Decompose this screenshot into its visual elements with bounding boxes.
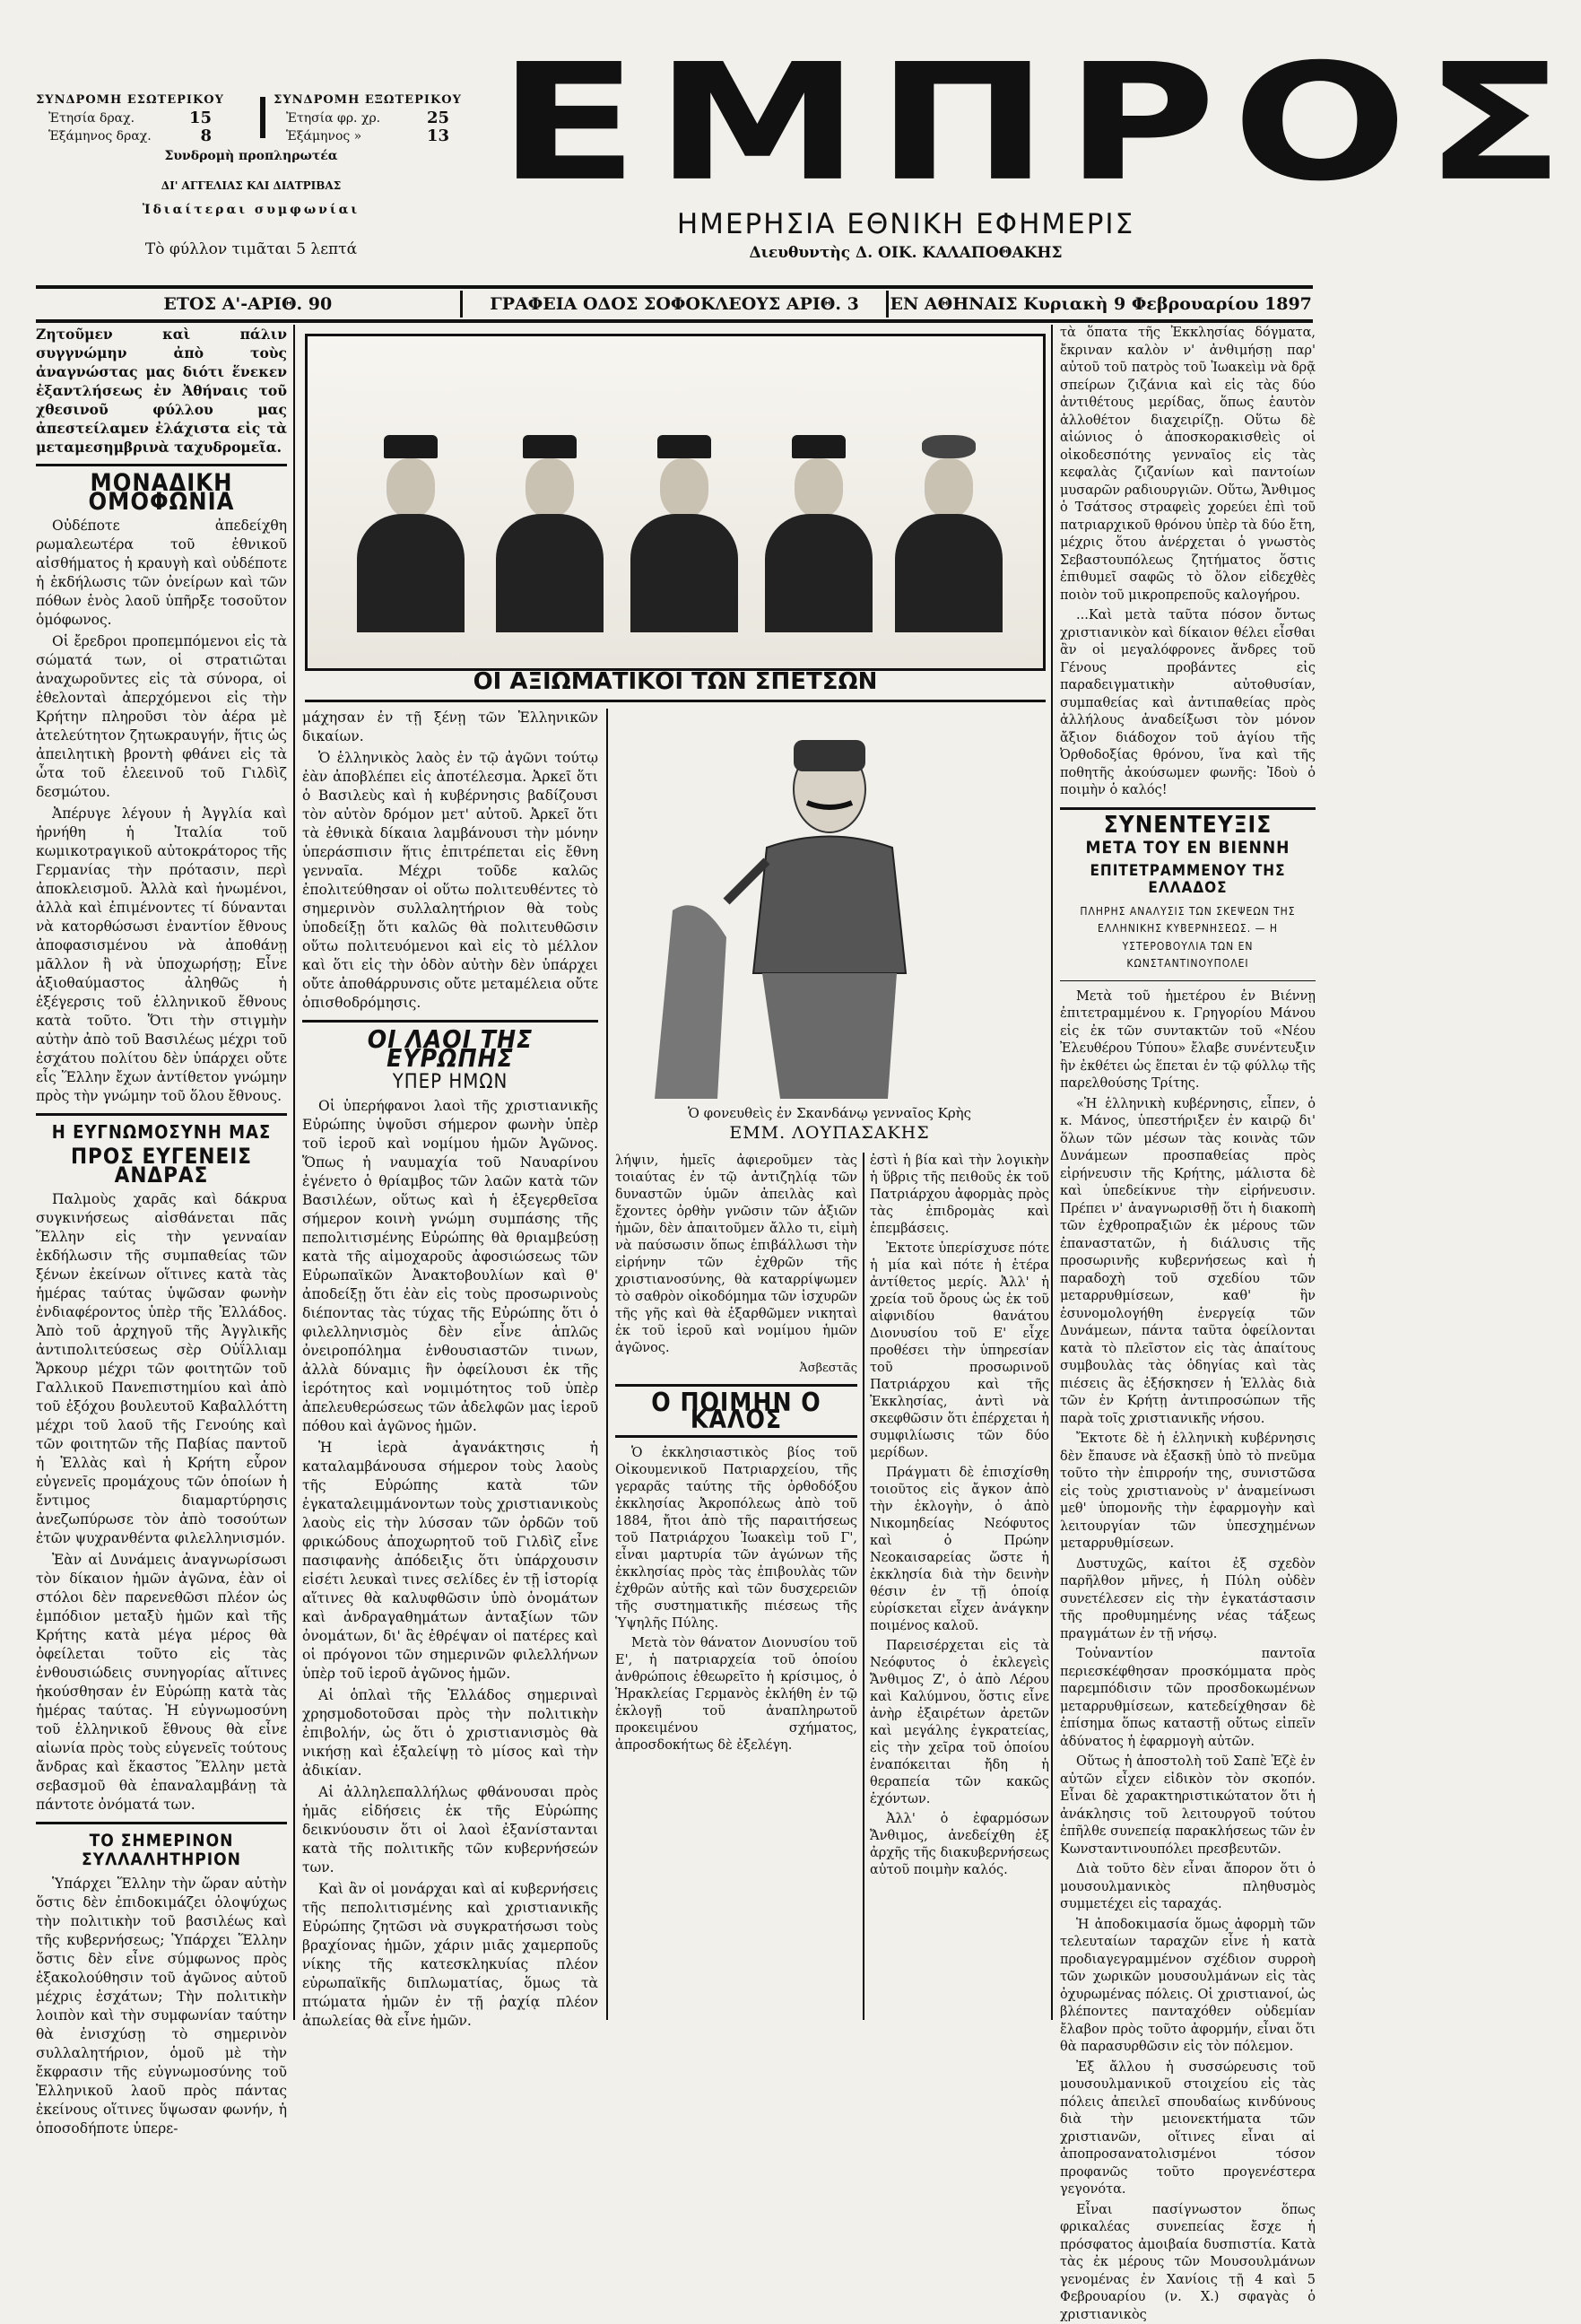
interview-summary: ΠΛΗΡΗΣ ΑΝΑΛΥΣΙΣ ΤΩΝ ΣΚΕΨΕΩΝ ΤΗΣ ΕΛΛΗΝΙΚΗΣ ΚΥΒΕΡΝΗΣΕΩΣ. — Η ΥΣΤΕΡΟΒΟΥΛΙΑ ΤΩΝ ΕΝ ΚΩΝΣΤΑΝΤΙΝΟΥΠΟΛΕΙ <box>1060 903 1316 973</box>
headline-interview-sub: ΜΕΤΑ ΤΟΥ ΕΝ ΒΙΕΝΝΗ <box>1060 840 1316 857</box>
paragraph: Τοὐναντίον παντοῖα περιεσκέφθησαν προσκόμματα πρὸς παρεμπόδισιν τῶν προσδοκωμένων μεταρρυθμίσεων, κατεδείχθησαν δὲ ἐπίσημα ὅπως καταστῇ οὕτως εἰπεῖν ἀδύνατος ἡ ἐφαρμογὴ αὐτῶν. <box>1060 1646 1316 1751</box>
paragraph: Οὕτως ἡ ἀποστολὴ τοῦ Σαπὲ Ἐζὲ ἐν αὐτῶν εἶχεν εἰδικὸν τὸν σκοπόν. Εἶναι δὲ χαρακτηριστικώτατον ὅτι ἡ ἀνάκλησις τοῦ λειτουργοῦ τούτου ἐπῆλθε συνεπείᾳ παρακλήσεως τῶν ἐν Κωνσταντινουπόλει πρεσβευτῶν. <box>1060 1754 1316 1858</box>
paragraph: Ἐκτοτε ὑπερίσχυσε πότε ἡ μία καὶ πότε ἡ ἑτέρα ἀντίθετος μερίς. Ἀλλ' ἡ χρεία τοῦ ὄρους ὡς ἐκ τοῦ αἰφνιδίου θανάτου Διονυσίου τοῦ Ε' εἶχε προθέσει τὴν ὑπηρεσίαν τοῦ προσωρινοῦ Πατριάρχου καὶ τῆς Ἐκκλησίας, ἀντὶ νὰ σκεφθῶσιν ὅτι ἐπέρχεται ἡ συμφιλίωσις τῶν δύο μερίδων. <box>870 1240 1049 1462</box>
paragraph: Παλμοὺς χαρᾶς καὶ δάκρυα συγκινήσεως αἰσθάνεται πᾶς Ἕλλην εἰς τὴν γενναίαν ἐκδήλωσιν τῆς συμπαθείας τῶν ξένων ἐκείνων οἵτινες κατὰ τὰς ἡμέρας ταύτας ὑψῶσαν φωνὴν ἐνδιαφέροντος ὑπὲρ τῆς Ἑλλάδος. Ἀπὸ τοῦ ἀρχηγοῦ τῆς Ἀγγλικῆς ἀντιπολιτεύσεως σὲρ Οὐΐλλιαμ Ἄρκουρ μέχρι τῶν φοιτητῶν τοῦ Γαλλικοῦ Πανεπιστημίου καὶ ἀπὸ τοῦ ἐξόχου βουλευτοῦ Καβαλλόττη μέχρι τοῦ λαοῦ τῆς Γενούης καὶ τῶν φοιτητῶν τῆς Παβίας παντοῦ ἡ Ἑλλὰς καὶ ἡ Κρήτη εὗρον εὐγενεῖς προμάχους τῶν ὁποίων ἡ ἔντιμος διαμαρτύρησις ἀνεζωπύρωσε τὸν ἀπὸ τοσούτων ἐτῶν ψυχρανθέντα φιλελληνισμόν. <box>36 1190 287 1548</box>
masthead-divider <box>260 97 265 138</box>
portrait-illustration <box>619 704 1040 1126</box>
paragraph: ἐστὶ ἡ βία καὶ τὴν λογικὴν ἡ ὕβρις τῆς πειθοῦς ἐκ τοῦ Πατριάρχου ἀφορμὰς πρὸς τὰς ἐπιδρομὰς καὶ ἐπεμβάσεις. <box>870 1153 1049 1238</box>
headline-good-shepherd: Ο ΠΟΙΜΗΝ Ο ΚΑΛΟΣ <box>615 1394 857 1428</box>
subscription-foreign-label: ΣΥΝΔΡΟΜΗ ΕΞΩΤΕΡΙΚΟΥ <box>274 91 462 109</box>
office-address: ΓΡΑΦΕΙΑ ΟΔΟΣ ΣΟΦΟΚΛΕΟΥΣ ΑΡΙΘ. 3 <box>463 294 887 314</box>
divider <box>302 1020 598 1023</box>
paragraph: Εἶναι πασίγνωστον ὅπως φρικαλέας συνεπείας ἔσχε ἡ πρόσφατος ἀμοιβαία δυσπιστία. Κατὰ τὰς ἐκ μέρους τῶν Μουσουλμάνων γενομένας ἐν Χανίοις τῇ 4 καὶ 5 Φεβρουαρίου (ν. Χ.) σφαγὰς ὁ χριστιανικὸς <box>1060 2202 1316 2324</box>
subscription-domestic-label: ΣΥΝΔΡΟΜΗ ΕΣΩΤΕΡΙΚΟΥ <box>36 91 224 109</box>
paragraph: λήψιν, ἡμεῖς ἀφιεροῦμεν τὰς τοιαύτας ἐν τῷ ἀντιζηλίᾳ τῶν δυναστῶν ὑμῶν ἀπειλὰς καὶ ἔχοντες ὀρθὴν γνῶσιν τῶν ἀξιῶν ἡμῶν, δὲν ἀπαιτοῦμεν ἄλλο τι, εἰμὴ νὰ παύσωσιν ὅπως ἐπιβάλλωσι τὴν εἰρήνην τῶν ἐχθρῶν τῆς χριστιανοσύνης, θὰ καταρρίψωμεν τὸ σαθρὸν οἰκοδόμημα τῶν ἰσχυρῶν τῆς γῆς καὶ θὰ ἐξαρθῶμεν νικηταὶ ἐκ τοῦ ἱεροῦ καὶ νομίμου ἡμῶν ἀγῶνος. <box>615 1153 857 1357</box>
paragraph: Μετὰ τὸν θάνατον Διονυσίου τοῦ Ε', ἡ πατριαρχεία τοῦ ὁποίου ἀνθρώποις ἐθεωρεῖτο ἡ κρίσιμος, ὁ Ἡρακλείας Γερμανὸς ἐκλήθη ἐν τῷ ἐκλογῇ τοῦ ἀναπληρωτοῦ προκειμένου σχήματος, ἀπροσδοκήτως δὲ ἐξελέγη. <box>615 1635 857 1754</box>
portrait-caption: Ὁ φονευθεὶς ἐν Σκανδάνῳ γενναῖος Κρὴς <box>619 1105 1040 1121</box>
price-value: 25 <box>427 109 449 127</box>
paragraph: τὰ ὅπατα τῆς Ἐκκλησίας δόγματα, ἔκριναν καλὸν ν' ἀνθιμήσῃ παρ' αὐτοῦ τοῦ πατρὸς τοῦ Ἰωακεὶμ νὰ δρᾷ σπείρων ζιζάνια καὶ εἰς τὰς δύο ἀντιθέτους μερίδας, ὅπως ἑαυτὸν ἀλλοθέτον διαχειρίζῃ. Οὕτω δὲ αἰώνιος ὁ ἀποσκορακισθεὶς οἱ οἰκοδεσπότης γενναῖος εἰς τὰς κεφαλὰς ζιζανίων καὶ παντοίων μυσαρῶν ραδιουργιῶν. Οὕτω, Ἄνθιμος ὁ Τσάτσος στραφεὶς χορεύει ἐπὶ τοῦ πατριαρχικοῦ θρόνου ὑπὲρ τὰ δύο ἔτη, μέχρις ὅτου ἀνέρχεται ὁ γνωστὸς Σεβαστουπόλεως ζητήματος ὅστις ἐπιθυμεῖ σαφῶς τὸ ὅλον εἰδεχθὲς ποιὸν τοῦ μικροπρεποῦς καλογήρου. <box>1060 325 1316 605</box>
column-3b <box>870 1153 1049 1882</box>
officers-caption: ΟΙ ΑΞΙΩΜΑΤΙΚΟΙ ΤΩΝ ΣΠΕΤΣΩΝ <box>305 668 1046 695</box>
subscription-row <box>274 109 462 127</box>
paragraph: Ἐξ ἄλλου ἡ συσσώρευσις τοῦ μουσουλμανικοῦ στοιχείου εἰς τὰς πόλεις ἀπειλεῖ σπουδαίως κινδύνους διὰ τὴν μειονεκτήματα τῶν χριστιανῶν, οἵτινες εἶναι αἱ ἀποπροσανατολισμένοι τόσον προφανῶς τοῦτο προγενέστερα γεγονότα. <box>1060 2059 1316 2199</box>
subscription-row <box>36 109 224 127</box>
newspaper-title: ΕΜΠΡΟΣ <box>498 54 1287 194</box>
divider <box>1060 807 1316 810</box>
newspaper-subtitle: ΗΜΕΡΗΣΙΑ ΕΘΝΙΚΗ ΕΦΗΜΕΡΙΣ <box>628 208 1184 240</box>
paragraph: ...Καὶ μετὰ ταῦτα πόσον ὄντως χριστιανικὸν καὶ δίκαιον θέλει εἶσθαι ἂν οἱ μεγαλόφρονες ἄνδρες τοῦ Γένους προβάντες εἰς παραδειγματικὴν αὐτοθυσίαν, συμπαθείας καὶ ἀντιπαθείας πρὸς ἀλλήλους ἀναδείξωσι τὸν μόνον ἄξιον διάδοχον τοῦ ἁγίου τῆς Ὀρθοδοξίας θρόνου, ἵνα καὶ τῆς ποθητῆς ἀκούσωμεν φωνῆς: Ἰδοὺ ὁ ποιμὴν ὁ καλός! <box>1060 607 1316 800</box>
headline-interview-sub2: ΕΠΙΤΕΤΡΑΜΜΕΝΟΥ ΤΗΣ ΕΛΛΑΔΟΣ <box>1060 863 1316 898</box>
headline-gratitude-sub: ΠΡΟΣ ΕΥΓΕΝΕΙΣ ΑΝΔΡΑΣ <box>36 1147 287 1185</box>
issue-date: ΕΝ ΑΘΗΝΑΙΣ Κυριακὴ 9 Φεβρουαρίου 1897 <box>889 294 1313 314</box>
divider <box>36 464 287 466</box>
headline-gratitude: Η ΕΥΓΝΩΜΟΣΥΝΗ ΜΑΣ <box>36 1123 287 1142</box>
divider <box>615 1435 857 1438</box>
paragraph: Αἱ ὁπλαὶ τῆς Ἑλλάδος σημεριναὶ χρησμοδοτοῦσαι πρὸς τὴν πολιτικὴν ἐπιβολήν, ὡς ὅτι ὁ χριστιανισμὸς θὰ νικήσῃ καὶ ἐξαλείψῃ τὸ μίσος καὶ τὴν ἀδικίαν. <box>302 1686 598 1780</box>
notice: Ζητοῦμεν καὶ πάλιν συγγνώμην ἀπὸ τοὺς ἀναγνώστας μας διότι ἕνεκεν ἐξαντλήσεως ἐν Ἀθήναις τοῦ χθεσινοῦ φύλλου μας ἀπεστείλαμεν ἐλάχιστα εἰς τὰ μεταμεσημβρινὰ ταχυδρομεῖα. <box>36 325 287 457</box>
prepaid-note: Συνδρομὴ προπληρωτέα <box>36 149 466 163</box>
paragraph: «Ἡ ἑλληνικὴ κυβέρνησις, εἶπεν, ὁ κ. Μάνος, ὑπεστήριξεν ἐν καιρῷ δι' ὅλων τῶν μέσων τὰς κοινὰς τῶν Δυνάμεων προσπαθείας πρὸς εἰρήνευσιν τῆς Κρήτης, μάλιστα δὲ καὶ ὑπεδείκνυε τὴν εἰρήνευσιν. Πρέπει ν' ἀναγνωρισθῇ ὅτι ἡ διακοπὴ τῶν ἐχθροπραξιῶν ἐκ μέρους τῶν ἐπαναστατῶν, ἡ διάλυσις τῆς προσωρινῆς κυβερνήσεως καὶ ἡ παραδοχὴ τοῦ σχεδίου τῶν μεταρρυθμίσεων, καθ' ἣν ἐσυνομολογήθη ἐνεργείᾳ τῶν Δυνάμεων, πάντα ταῦτα ὀφείλονται κατὰ τὸ πλεῖστον εἰς τὰς ἀπαίτους συμβουλὰς τὰς ὁδηγίας καὶ τὰς πιέσεις ἃς ἐξήσκησεν ἡ Ἑλλὰς διὰ τῶν ἐν Κρήτῃ ἀντιπροσώπων τῆς παρὰ τοῖς χριστιανικῆς νήσου. <box>1060 1096 1316 1429</box>
paragraph: Οἱ ὑπερήφανοι λαοὶ τῆς χριστιανικῆς Εὐρώπης ὑψοῦσι σήμερον φωνὴν ὑπὲρ τοῦ ἱεροῦ καὶ νομίμου ἡμῶν Ἀγῶνος. Ὅπως ἡ ναυμαχία τοῦ Ναυαρίνου ἐγένετο ὁ θρίαμβος τῶν λαῶν κατὰ τῶν Βασιλέων, οὕτως καὶ ἡ ἐξεγερθεῖσα σήμερον κοινὴ γνώμη συμπάσης τῆς πεπολιτισμένης Εὐρώπης θὰ θριαμβεύσῃ κατὰ τῆς αἰμοχαροῦς ἀφοσιώσεως τῶν Εὐρωπαϊκῶν Ἀνακτοβουλίων καὶ θ' ἀποδείξῃ ὅτι ἐὰν εἰς τοὺς προσωρινοὺς διέποντας τὰς τύχας τῆς Εὐρώπης ὅτι ὁ φιλελληνισμὸς δὲν εἶνε ἁπλῶς ὀνειροπόλημα ἐνθουσιαστῶν τινων, ἀλλὰ δύναμις ἣν ὀφείλουσι ἐκ τῆς ἱερότητος καὶ νομιμότητος τοῦ ὑπὲρ ἀπελευθερώσεως τῶν ἀδελφῶν μας ἱεροῦ πόθου καὶ ἀγῶνος ἡμῶν. <box>302 1097 598 1436</box>
director-line: Διευθυντὴς Δ. ΟΙΚ. ΚΑΛΑΠΟΘΑΚΗΣ <box>682 244 1130 262</box>
column-1 <box>36 325 287 2023</box>
paragraph: Ὑπάρχει Ἕλλην τὴν ὥραν αὐτὴν ὅστις δὲν ἐπιδοκιμάζει ὁλοψύχως τὴν πολιτικὴν τοῦ βασιλέως καὶ τῆς κυβερνήσεως; Ὑπάρχει Ἕλλην ὅστις δὲν εἶνε σύμφωνος πρὸς ἐξακολούθησιν τοῦ ἀγῶνος αὐτοῦ μέχρις ἐσχάτων; Τὴν πολιτικὴν λοιπὸν καὶ τὴν συμφωνίαν ταύτην θὰ ἐνισχύσῃ τὸ σημερινὸν συλλαλητήριον, ὁμοῦ μὲ τὴν ἔκφρασιν τῆς εὐγνωμοσύνης τοῦ Ἑλληνικοῦ λαοῦ πρὸς πάντας ἐκείνους οἵτινες ὕψωσαν φωνήν, ἡ ὁποσοδήποτε ὑπερε- <box>36 1875 287 2138</box>
officer-figure <box>496 435 604 632</box>
subscription-domestic <box>36 91 224 145</box>
officer-figure <box>765 435 873 632</box>
column-rule <box>293 325 295 2020</box>
column-rule <box>1051 325 1053 2020</box>
ads-note: ΔΙ' ΑΓΓΕΛΙΑΣ ΚΑΙ ΔΙΑΤΡΙΒΑΣ <box>36 179 466 192</box>
agreements-note: Ἰδιαίτεραι συμφωνίαι <box>36 203 466 217</box>
price-value: 15 <box>189 109 212 127</box>
headline-rally: ΤΟ ΣΗΜΕΡΙΝΟΝ ΣΥΛΛΑΛΗΤΗΡΙΟΝ <box>36 1832 287 1869</box>
portrait-trousers <box>762 973 897 1099</box>
column-2 <box>302 709 598 2023</box>
headline-interview: ΣΥΝΕΝΤΕΥΞΙΣ <box>1060 817 1316 835</box>
column-rule <box>863 1153 864 2020</box>
paragraph: Ἀλλ' ὁ ἐφαρμόσων Ἄνθιμος, ἀνεδείχθη ἐξ ἀρχῆς τῆς διακυβερνήσεως αὐτοῦ ποιμὴν καλός. <box>870 1811 1049 1879</box>
officers-photo <box>305 334 1046 671</box>
column-rule <box>606 709 608 2020</box>
divider <box>36 1822 287 1824</box>
issue-number: ΕΤΟΣ Α'-ΑΡΙΘ. 90 <box>36 294 460 314</box>
price-label: Ἐτησία φρ. χρ. <box>286 109 380 127</box>
portrait-name: ΕΜΜ. ΛΟΥΠΑΣΑΚΗΣ <box>619 1123 1040 1143</box>
headline-peoples-europe: ΟΙ ΛΑΟΙ ΤΗΣ ΕΥΡΩΠΗΣ <box>302 1030 598 1067</box>
price-label: Ἑξάμηνος δραχ. <box>48 127 152 145</box>
price-label: Ἑξάμηνος » <box>286 127 361 145</box>
divider <box>36 1113 287 1116</box>
paragraph: Αἱ ἀλληλεπαλλήλως φθάνουσαι πρὸς ἡμᾶς εἰδήσεις ἐκ τῆς Εὐρώπης δεικνύουσιν ὅτι οἱ λαοὶ ἐξανίστανται κατὰ τῆς πολιτικῆς τῶν κυβερνήσεών των. <box>302 1783 598 1877</box>
subscription-row <box>274 127 462 145</box>
price-value: 8 <box>200 127 212 145</box>
issue-bar <box>36 285 1313 323</box>
portrait-torso <box>753 837 906 974</box>
paragraph: Ἐὰν αἱ Δυνάμεις ἀναγνωρίσωσι τὸν δίκαιον ἡμῶν ἀγῶνα, ἐὰν οἱ στόλοι δὲν παρενεθῶσι πλέον ὡς ἐμπόδιον μεταξὺ ἡμῶν καὶ τῆς Κρήτης κατὰ μέγα μέρος θὰ ὀφείλεται τοῦτο εἰς τὰς ἐνθουσιώδεις συνηγορίας αἵτινες ἠκούσθησαν ἐν Εὐρώπῃ κατὰ τὰς ἡμέρας ταύτας. Ἡ εὐγνωμοσύνη τοῦ ἑλληνικοῦ ἔθνους θὰ εἶνε αἰωνία πρὸς τοὺς εὐγενεῖς τούτους ἄνδρας καὶ ἕκαστος Ἕλλην μετὰ σεβασμοῦ θὰ ἐπαναλαμβάνῃ τὰ πάντοτε ὀνόματά των. <box>36 1551 287 1815</box>
headline-peoples-europe-sub: ΥΠΕΡ ΗΜΩΝ <box>302 1073 598 1092</box>
paragraph: Ὁ ἑλληνικὸς λαὸς ἐν τῷ ἀγῶνι τούτῳ ἐὰν ἀποβλέπει εἰς ἀποτέλεσμα. Ἀρκεῖ ὅτι ὁ Βασιλεὺς καὶ ἡ κυβέρνησις βαδίζουσι τὸν αὐτὸν δρόμον μετ' αὐτοῦ. Ἀρκεῖ ὅτι τὰ ἐθνικὰ δίκαια λαμβάνουσι τὴν μόνην ὑπεράσπισιν ἥτις ἐπιτρέπεται εἰς ἔθνη γενναῖα. Μέχρι τοῦδε καλῶς ἐπολιτεύθησαν οἱ οὕτω πολιτευθέντες τὸ σημερινὸν συλλαλητήριον θὰ τοὺς ὑποδείξῃ ὅτι καλῶς θὰ πολιτευθῶσιν οὕτω πολιτευόμενοι καὶ εἰς τὸ μέλλον καὶ ὅτι εἰς τὴν ὁδὸν αὐτὴν δὲν ὑπάρχει οὔτε ἀποθάρρυνσις οὔτε μεταμέλεια οὔτε ὀπισθοδρόμησις. <box>302 749 598 1013</box>
paragraph: Ἀπέρυγε λέγουν ἡ Ἀγγλία καὶ ἠρνήθη ἡ Ἰταλία τοῦ κωμικοτραγικοῦ αὐτοκράτορος τῆς Γερμανίας τὴν πρότασιν, περὶ ἀποκλεισμοῦ. Ἀλλὰ καὶ ἡνωμένοι, ἀλλὰ καὶ ἐπιμένοντες τί δύνανται νὰ κατορθώσωσι ἐναντίον ἔθνους ἀποφασισμένου νὰ ἀποθάνῃ μᾶλλον ἢ νὰ ὑποχωρήσῃ; Εἶνε ἀξιοθαύμαστος ἀληθῶς ἡ ἐξέγερσις τοῦ ἑλληνικοῦ ἔθνους κατὰ τοῦτο. Ὅτι τὴν στιγμὴν αὐτὴν ἀπὸ τοῦ Βασιλέως μέχρι τοῦ ἐσχάτου πολίτου δὲν ὑπάρχει οὔτε εἷς Ἕλλην ἔχων ἀντίθετον γνώμην πρὸς τὴν γνώμην τοῦ ὅλου ἔθνους. <box>36 805 287 1106</box>
paragraph: Ἡ ἱερὰ ἀγανάκτησις ἡ καταλαμβάνουσα σήμερον τοὺς λαοὺς τῆς Εὐρώπης κατὰ τῶν ἐγκαταλειμμάνοντων τοὺς χριστιανικοὺς λαοὺς εἰς τὴν λύσσαν τῶν ὀρδῶν τοῦ φρικώδους ἀποχωρητοῦ τοῦ Γιλδὶζ εἶνε πασιφανὴς ἀπόδειξις ὅτι ὑπάρχουσιν εἰσέτι λευκαὶ τινες σελίδες ἐν τῇ ἱστορίᾳ αἵτινες θὰ καλυφθῶσιν ὑπὸ ὀνομάτων καὶ ἀνδραγαθημάτων ἀνταξίων τῶν ὀνομάτων, δι' ἃς ἐθρέψαν οἱ πατέρες καὶ οἱ πρόγονοι τῶν σημερινῶν φιλελλήνων ὑπὲρ τοῦ ἱεροῦ ἀγῶνος ἡμῶν. <box>302 1439 598 1684</box>
paragraph: Καὶ ἂν οἱ μονάρχαι καὶ αἱ κυβερνήσεις τῆς πεπολιτισμένης καὶ χριστιανικῆς Εὐρώπης ζητῶσι νὰ συγκρατήσωσι τοὺς βραχίονας ἡμῶν, χάριν μιᾶς χαμερποῦς νίκης τῆς κατεσκληκυίας πλέον εὐρωπαϊκῆς διπλωματίας, ὅμως τὰ πτώματα ἡμῶν ἐν τῇ ῥαχίᾳ πλέον ἀπωλείας θὰ εἶνε ἡμῶν. <box>302 1880 598 2031</box>
paragraph: Δυστυχῶς, καίτοι ἐξ σχεδὸν παρῆλθον μῆνες, ἡ Πύλη οὐδὲν συνετέλεσεν εἰς τὴν ἐγκατάστασιν τῆς προθυμημένης νέας τάξεως πραγμάτων ἐν τῇ νήσῳ. <box>1060 1556 1316 1644</box>
paragraph: Διὰ τοῦτο δὲν εἶναι ἄπορον ὅτι ὁ μουσουλμανικὸς πληθυσμὸς συμμετέχει εἰς ταραχάς. <box>1060 1861 1316 1914</box>
officer-figure <box>895 435 1003 632</box>
paragraph: μάχησαν ἐν τῇ ξένῃ τῶν Ἑλληνικῶν δικαίων. <box>302 709 598 746</box>
officer-figure <box>357 435 465 632</box>
subscription-row <box>36 127 224 145</box>
divider <box>1060 980 1316 981</box>
column-4 <box>1060 325 1316 2023</box>
paragraph: Παρεισέρχεται εἰς τὰ Νεόφυτος ὁ ἐκλεγεὶς Ἄνθιμος Ζ', ὁ ἀπὸ Λέρου καὶ Καλύμνου, ὅστις εἶνε ἀνὴρ ἐξαιρέτων ἀρετῶν καὶ μεγάλης ἐγκρατείας, εἰς τὴν χεῖρα τοῦ ὁποίου ἐναπόκειται ἤδη ἡ θεραπεία τῶν κακῶς ἐχόντων. <box>870 1638 1049 1808</box>
paragraph: Ἡ ἀποδοκιμασία ὅμως ἀφορμὴ τῶν τελευταίων ταραχῶν εἶνε ἡ κατὰ προδιαγεγραμμένον σχέδιον συρροὴ τῶν χωρικῶν μουσουλμάνων εἰς τὰς ὀχυρωμένας πόλεις. Οἱ χριστιανοί, ὡς βλέποντες πανταχόθεν οὐδεμίαν ἔλαβον πρὸς τοῦτο ἀφορμήν, εἶναι ὅτι θὰ παρασυρθῶσιν εἰς τὸν πόλεμον. <box>1060 1917 1316 2057</box>
price-value: 13 <box>427 127 449 145</box>
paragraph: Οὐδέποτε ἀπεδείχθη ρωμαλεωτέρα τοῦ ἐθνικοῦ αἰσθήματος ἡ κραυγὴ καὶ οὐδέποτε ἡ ἐκδήλωσις τῶν ὀνείρων καὶ τῶν πόθων ἑνὸς λαοῦ ὑπῆρξε τοσοῦτον ὁμόφωνος. <box>36 517 287 630</box>
paragraph: Ἔκτοτε δὲ ἡ ἑλληνικὴ κυβέρνησις δὲν ἔπαυσε νὰ ἐξασκῇ ὑπὸ τὸ πνεῦμα τοῦτο τὴν ἐπιρροήν της, συνιστῶσα εἰς τοὺς χριστιανοὺς ν' ἀναμείνωσι μεθ' ὑπομονῆς τὴν ἐφαρμογὴν καὶ λειτουργίαν τῶν ὑπεσχημένων μεταρρυθμίσεων. <box>1060 1431 1316 1554</box>
headline-unanimity: ΜΟΝΑΔΙΚΗ ΟΜΟΦΩΝΙΑ <box>36 474 287 511</box>
officer-figure <box>630 435 738 632</box>
divider <box>305 700 1046 702</box>
price-note: Τὸ φύλλον τιμᾶται 5 λεπτά <box>36 240 466 258</box>
column-3 <box>615 1153 857 1757</box>
paragraph: Οἱ ἔρεδροι προπεμπόμενοι εἰς τὰ σώματά των, οἱ στρατιῶται ἀναχωροῦντες εἰς τὰ σύνορα, οἱ ἐθελονταὶ ἀπερχόμενοι εἰς τὴν Κρήτην πληροῦσι τὸν ἀέρα μὲ ἀτελεύτητον ζητωκραυγήν, ἥτις ὡς ἀπειλητικὴ βροντὴ φθάνει εἰς τὰ ὦτα τοῦ ἐλεεινοῦ τοῦ Γιλδὶζ δεσμώτου. <box>36 632 287 802</box>
signature: Ἀσβεστᾶς <box>615 1360 857 1377</box>
divider <box>615 1384 857 1387</box>
paragraph: Ὁ ἐκκλησιαστικὸς βίος τοῦ Οἰκουμενικοῦ Πατριαρχείου, τῆς γεραρᾶς ταύτης τῆς ὀρθοδόξου ἐκκλησίας Ἀκροπόλεως ἀπὸ τοῦ 1884, ἤτοι ἀπὸ τῆς παραιτήσεως τοῦ Πατριάρχου Ἰωακεὶμ τοῦ Γ', εἶναι μαρτυρία τῶν ἀγώνων τῆς ἐκκλησίας πρὸς τὰς ἐπιβουλὰς τῶν ἐχθρῶν αὐτῆς καὶ τῶν δυσχερειῶν τῆς συστηματικῆς πιέσεως τῆς Ὑψηλῆς Πύλης. <box>615 1445 857 1632</box>
price-label: Ἐτησία δραχ. <box>48 109 135 127</box>
subscription-foreign <box>274 91 462 145</box>
paragraph: Μετὰ τοῦ ἡμετέρου ἐν Βιέννῃ ἐπιτετραμμένου κ. Γρηγορίου Μάνου εἰς ἐκ τῶν συντακτῶν τοῦ «Νέου Ἐλευθέρου Τύπου» ἔλαβε συνέντευξιν ἣν ἐκθέτει ὡς ἕπεται ἐν τῷ φύλλῳ τῆς παρελθούσης Τρίτης. <box>1060 988 1316 1093</box>
portrait-cap <box>794 740 865 771</box>
paragraph: Πράγματι δὲ ἐπισχίσθη τοιοῦτος εἰς ἄγκον ἀπὸ τὴν ἐκλογὴν, ὁ ἀπὸ Νικομηδείας Νεόφυτος καὶ ὁ Πρώην Νεοκαισαρείας ὥστε ἡ ἐκκλησία διὰ τὴν δεινὴν θέσιν ἐν τῇ ὁποίᾳ εὑρίσκεται εἶχεν ἀνάγκην ποιμένος καλοῦ. <box>870 1465 1049 1635</box>
